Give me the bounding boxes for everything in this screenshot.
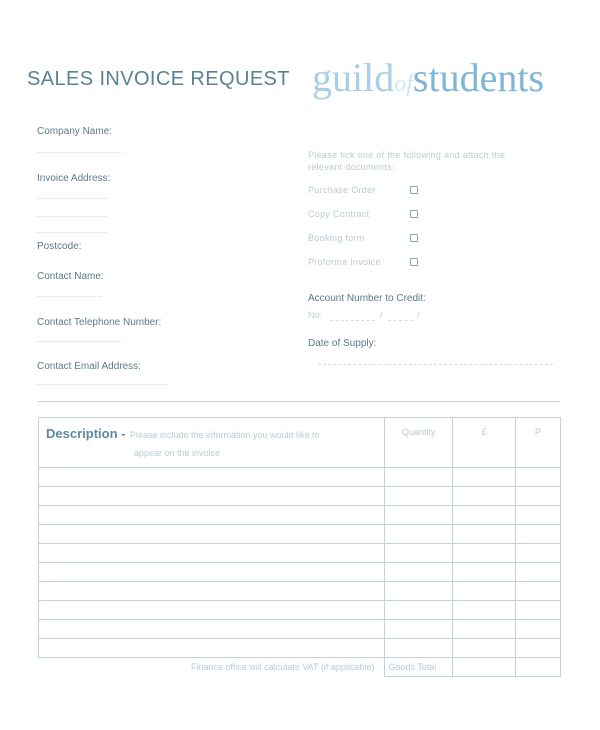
quantity-cell[interactable]	[385, 525, 453, 544]
table-row	[39, 601, 561, 620]
pounds-cell[interactable]	[453, 620, 516, 639]
invoice-address-line-1[interactable]	[37, 198, 107, 199]
invoice-address-line-2[interactable]	[37, 216, 107, 217]
pounds-cell[interactable]	[453, 601, 516, 620]
date-of-supply-field[interactable]	[318, 364, 553, 365]
pence-cell[interactable]	[516, 525, 561, 544]
description-cell[interactable]	[39, 620, 385, 639]
description-note-2: appear on the invoice	[134, 448, 221, 458]
account-number-label: Account Number to Credit:	[308, 293, 426, 304]
account-no-prefix: No:	[308, 310, 323, 320]
description-cell[interactable]	[39, 525, 385, 544]
pence-cell[interactable]	[516, 582, 561, 601]
table-total-row	[39, 658, 561, 677]
quantity-cell[interactable]	[385, 563, 453, 582]
pounds-header: £	[453, 418, 516, 468]
pounds-cell[interactable]	[453, 487, 516, 506]
pounds-cell[interactable]	[453, 582, 516, 601]
contact-name-label: Contact Name:	[37, 271, 104, 282]
postcode-label: Postcode:	[37, 241, 82, 252]
company-name-label: Company Name:	[37, 126, 113, 137]
description-cell[interactable]	[39, 601, 385, 620]
pence-cell[interactable]	[516, 639, 561, 658]
table-row	[39, 506, 561, 525]
option-purchase-order-checkbox[interactable]	[410, 186, 418, 194]
vat-note: Finance office will calculate VAT (if applicable)	[190, 662, 375, 673]
option-proforma-invoice-label: Proforma Invoice	[308, 257, 381, 267]
quantity-cell[interactable]	[385, 506, 453, 525]
account-no-slash-2: /	[417, 310, 420, 320]
option-copy-contract-checkbox[interactable]	[410, 210, 418, 218]
pence-cell[interactable]	[516, 544, 561, 563]
pence-header: P	[516, 418, 561, 468]
account-no-field-1[interactable]	[330, 320, 375, 321]
quantity-cell[interactable]	[385, 468, 453, 487]
page-title: SALES INVOICE REQUEST	[27, 68, 290, 90]
guild-of-students-logo	[312, 55, 545, 100]
table-row	[39, 563, 561, 582]
table-row	[39, 582, 561, 601]
description-label: Description -	[46, 426, 126, 441]
option-copy-contract-label: Copy Contract	[308, 209, 370, 219]
pounds-cell[interactable]	[453, 639, 516, 658]
pounds-cell[interactable]	[453, 468, 516, 487]
logo-part-guild: guild	[312, 55, 395, 100]
description-cell[interactable]	[39, 563, 385, 582]
table-row	[39, 544, 561, 563]
description-cell[interactable]	[39, 544, 385, 563]
invoice-address-label: Invoice Address:	[37, 173, 111, 184]
table-header-row	[39, 418, 561, 468]
pounds-cell[interactable]	[453, 563, 516, 582]
option-proforma-invoice-checkbox[interactable]	[410, 258, 418, 266]
date-of-supply-label: Date of Supply:	[308, 338, 377, 349]
quantity-cell[interactable]	[385, 601, 453, 620]
goods-total-label: Goods Total	[385, 658, 453, 677]
description-cell[interactable]	[39, 487, 385, 506]
contact-name-field[interactable]	[37, 296, 102, 297]
account-no-field-2[interactable]	[388, 320, 413, 321]
quantity-cell[interactable]	[385, 487, 453, 506]
quantity-cell[interactable]	[385, 582, 453, 601]
pounds-cell[interactable]	[453, 506, 516, 525]
description-cell[interactable]	[39, 639, 385, 658]
description-note-1: Please include the information you would like to	[129, 430, 320, 440]
pounds-cell[interactable]	[453, 544, 516, 563]
table-row	[39, 525, 561, 544]
pence-cell[interactable]	[516, 487, 561, 506]
invoice-address-line-3[interactable]	[37, 232, 107, 233]
description-header	[39, 418, 385, 468]
pence-cell[interactable]	[516, 620, 561, 639]
quantity-cell[interactable]	[385, 544, 453, 563]
quantity-cell[interactable]	[385, 620, 453, 639]
description-cell[interactable]	[39, 468, 385, 487]
quantity-header: Quantity	[385, 418, 453, 468]
table-row	[39, 620, 561, 639]
table-row	[39, 468, 561, 487]
section-divider	[38, 401, 560, 402]
pence-cell[interactable]	[516, 468, 561, 487]
pence-cell[interactable]	[516, 506, 561, 525]
contact-telephone-field[interactable]	[37, 341, 122, 342]
account-no-slash-1: /	[380, 310, 383, 320]
goods-total-pounds[interactable]	[453, 658, 516, 677]
goods-total-pence[interactable]	[516, 658, 561, 677]
logo-part-of: of	[394, 71, 413, 97]
option-purchase-order-label: Purchase Order	[308, 185, 376, 195]
pence-cell[interactable]	[516, 563, 561, 582]
contact-telephone-label: Contact Telephone Number:	[37, 317, 162, 328]
pence-cell[interactable]	[516, 601, 561, 620]
description-cell[interactable]	[39, 582, 385, 601]
contact-email-field[interactable]	[37, 384, 167, 385]
logo-part-students: students	[412, 55, 545, 100]
table-row	[39, 639, 561, 658]
option-booking-form-checkbox[interactable]	[410, 234, 418, 242]
table-row	[39, 487, 561, 506]
option-booking-form-label: Booking form	[308, 233, 365, 243]
description-table	[38, 417, 561, 677]
tick-instruction: Please tick one of the following and attach the	[308, 150, 506, 160]
description-cell[interactable]	[39, 506, 385, 525]
quantity-cell[interactable]	[385, 639, 453, 658]
contact-email-label: Contact Email Address:	[37, 361, 141, 372]
pounds-cell[interactable]	[453, 525, 516, 544]
company-name-field[interactable]	[37, 152, 122, 153]
tick-instruction-continued: relevant documents:	[308, 162, 395, 172]
